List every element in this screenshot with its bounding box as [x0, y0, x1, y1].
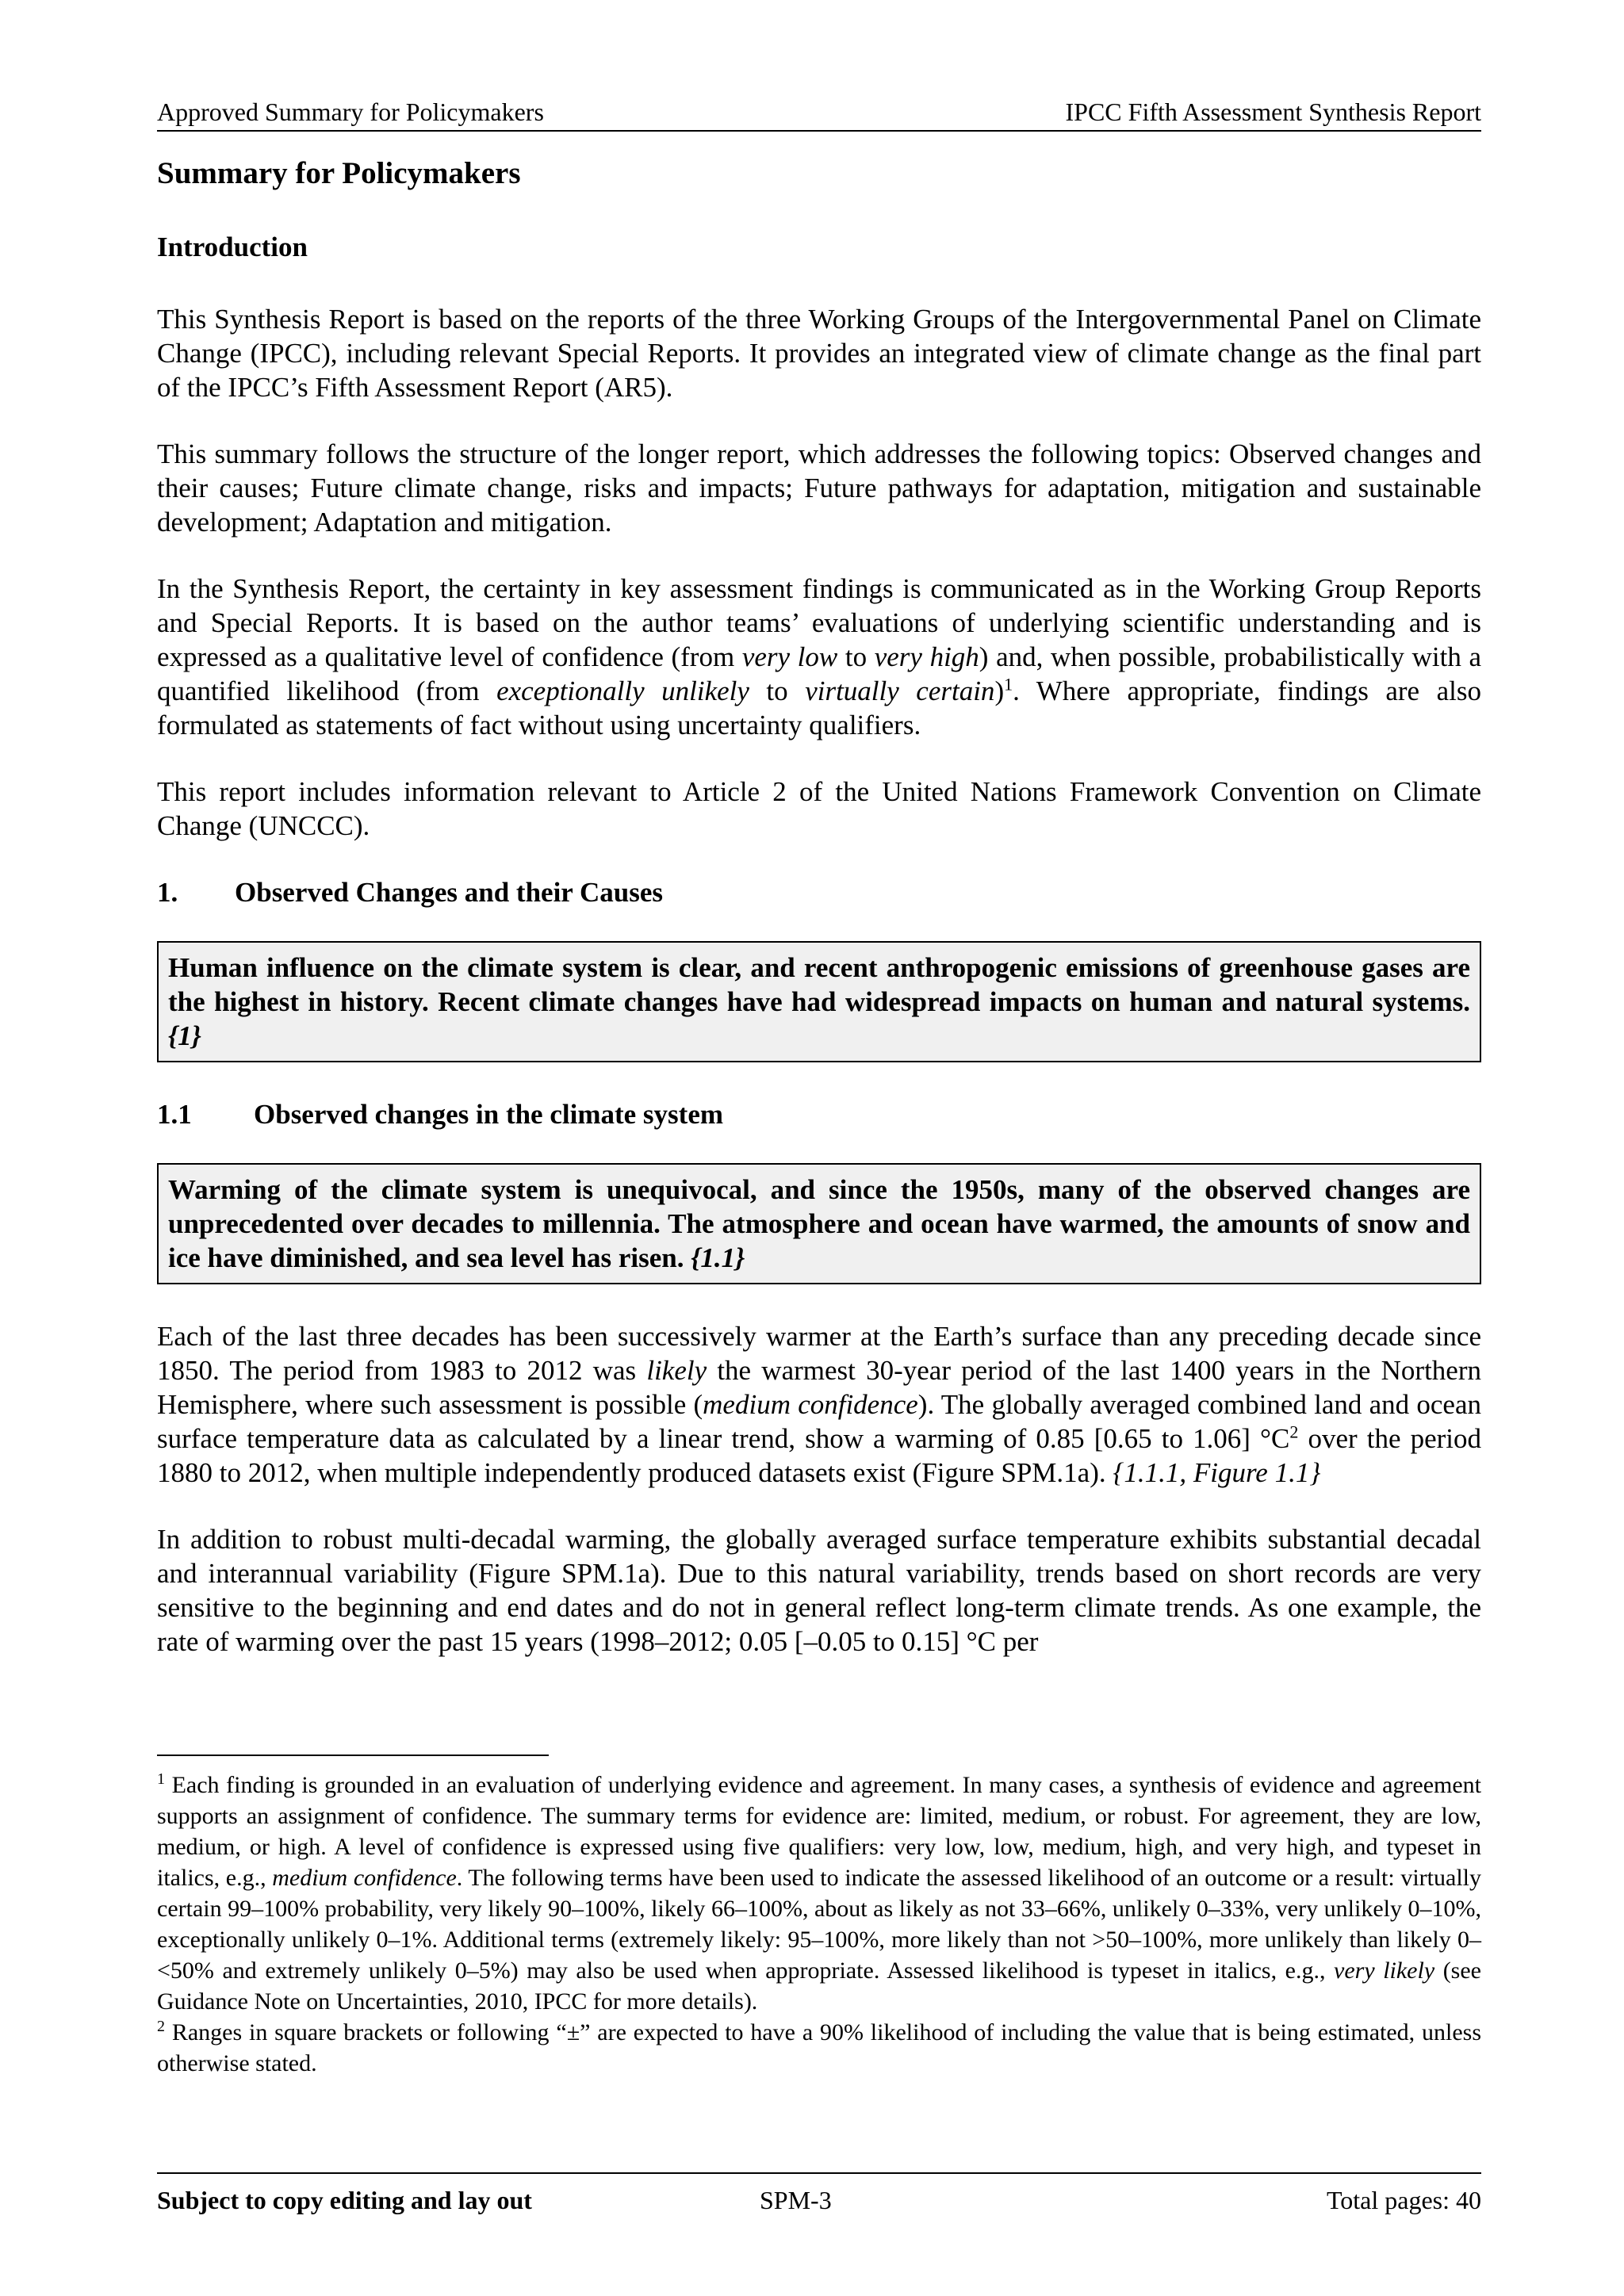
section-1-number: 1. — [157, 877, 178, 908]
intro-heading: Introduction — [157, 232, 308, 262]
section-1-1-number: 1.1 — [157, 1099, 192, 1130]
intro-paragraph-1: This Synthesis Report is based on the reports of the three Working Groups of the Intergovernmental Panel on Climate Change (IPCC), including relevant Special Reports. It provides an integrated view of climate change as the final part of the IPCC’s Fifth Assessment Report (AR5). — [157, 304, 1481, 403]
section-1-1-paragraph-1: Each of the last three decades has been successively warmer at the Earth’s surface than any preceding decade since 1850. The period from 1983 to 2012 was likely the warmest 30-year period of the last 1400 years in the Northern Hemisphere, where such assessment is possible (medium confidence). The globally averaged combined land and ocean surface temperature data as calculated by a linear trend, show a warming of 0.85 [0.65 to 1.06] $^\circ C^2$ over the period 1880 to 2012, when multiple independently produced datasets exist (Figure SPM.1a). {1.1.1, Figure 1.1} — [157, 1321, 1482, 1488]
intro-paragraph-4: This report includes information relevant to Article 2 of the United Nations Framework Convention on Climate Change (UNCCC). — [157, 776, 1481, 841]
intro-paragraph-2: This summary follows the structure of the longer report, which addresses the following topics: Observed changes and their causes; Future climate change, risks and impacts; Future pathways for adaptation, mitigation and sustainable development; Adaptation and mitigation. — [157, 438, 1481, 538]
header-right: IPCC Fifth Assessment Synthesis Report — [1065, 98, 1481, 126]
intro-paragraph-3: In the Synthesis Report, the certainty in key assessment findings is communicated as in the Working Group Reports and Special Reports. It is based on the author teams’ evaluations of underlying scientific understanding and is expressed as a qualitative level of confidence (from very low to very high) and, when possible, probabilistically with a quantified likelihood (from exceptionally unlikely to virtually certain)$^1$. Where appropriate, findings are also formulated as statements of fact without using uncertainty qualifiers. — [157, 573, 1481, 740]
section-1-1-heading — [157, 1097, 1481, 1131]
headline-box-1-1: Warming of the climate system is unequivocal, and since the 1950s, many of the observed changes are unprecedented over decades to millennia. The atmosphere and ocean have warmed, the amounts of snow and ice have diminished, and sea level has risen. {1.1} — [157, 1163, 1481, 1284]
headline-box-1: Human influence on the climate system is clear, and recent anthropogenic emissions of greenhouse gases are the highest in history. Recent climate changes have had widespread impacts on human and natural systems. {1} — [157, 941, 1481, 1062]
header-left: Approved Summary for Policymakers — [157, 98, 544, 126]
running-header — [157, 97, 1481, 132]
section-1-title: Observed Changes and their Causes — [235, 877, 663, 908]
main-content — [157, 155, 1481, 1691]
running-footer — [157, 2172, 1481, 2215]
footnote-ref-1: 1 — [1004, 674, 1013, 695]
total-pages: Total pages: 40 — [1326, 2186, 1481, 2214]
page-title: Summary for Policymakers — [157, 156, 521, 190]
section-1-1-paragraph-2: In addition to robust multi-decadal warming, the globally averaged surface temperature exhibits substantial decadal and interannual variability (Figure SPM.1a). Due to this natural variability, trends based on short records are very sensitive to the beginning and end dates and do not in general reflect long-term climate trends. As one example, the rate of warming over the past 15 years (1998–2012; 0.05 [–0.05 to 0.15] °C per — [157, 1524, 1481, 1657]
footnote-ref-2: 2 — [1289, 1422, 1299, 1442]
footnote-separator — [157, 1755, 549, 1756]
page-number: SPM-3 — [760, 2186, 832, 2214]
section-1-heading — [157, 875, 1481, 909]
footnote-1: $^1$ Each finding is grounded in an evaluation of underlying evidence and agreement. In many cases, a synthesis of evidence and agreement supports an assignment of confidence. The summary terms for evidence are: limited, medium, or robust. For agreement, they are low, medium, or high. A level of confidence is expressed using five qualifiers: very low, low, medium, high, and very high, and typeset in italics, e.g., medium confidence. The following terms have been used to indicate the assessed likelihood of an outcome or a result: virtually certain 99–100% probability, very likely 90–100%, likely 66–100%, about as likely as not 33–66%, unlikely 0–33%, very unlikely 0–10%, exceptionally unlikely 0–1%. Additional terms (extremely likely: 95–100%, more likely than not >50–100%, more unlikely than likely 0–<50% and extremely unlikely 0–5%) may also be used when appropriate. Assessed likelihood is typeset in italics, e.g., very likely (see Guidance Note on Uncertainties, 2010, IPCC for more details). — [157, 1770, 1481, 2015]
footnote-2: $^2$ Ranges in square brackets or following “±” are expected to have a 90% likelihood of including the value that is being estimated, unless otherwise stated. — [157, 2018, 1481, 2076]
section-1-1-title: Observed changes in the climate system — [254, 1099, 724, 1130]
footer-left: Subject to copy editing and lay out — [157, 2186, 532, 2214]
footnotes — [157, 1770, 1481, 2079]
